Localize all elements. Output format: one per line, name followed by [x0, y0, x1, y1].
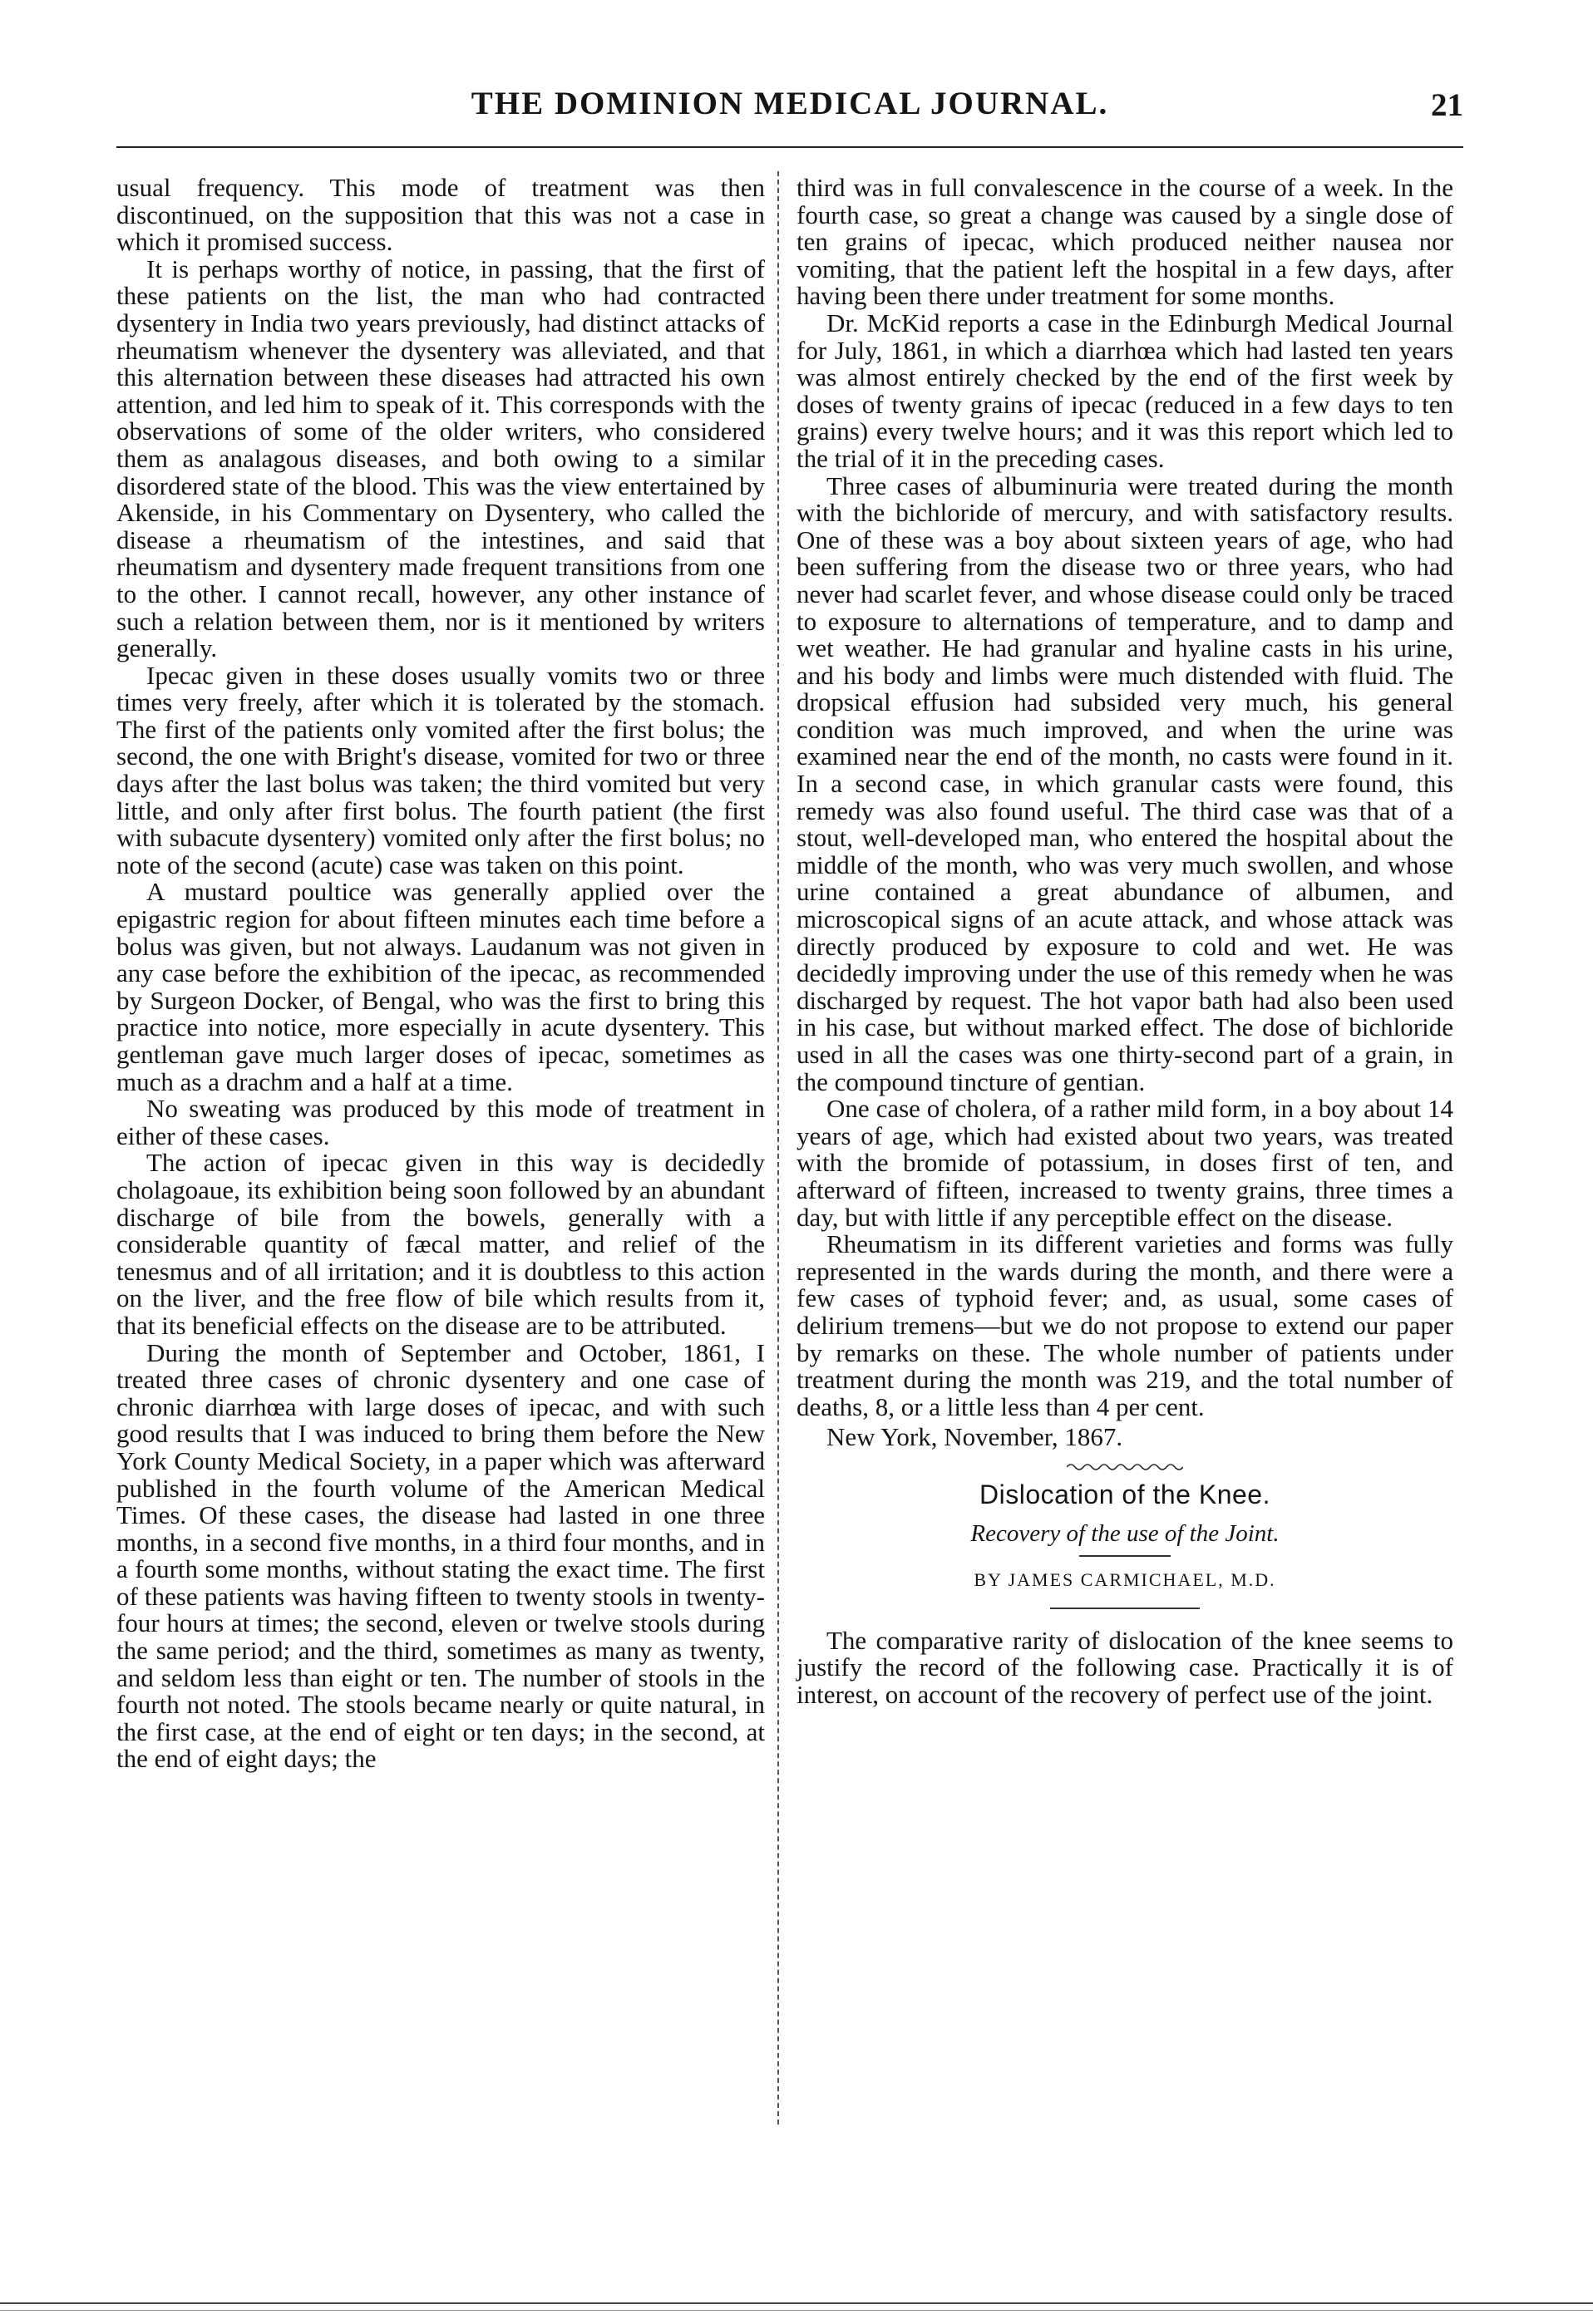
- body-paragraph: A mustard poultice was generally applied over the epigastric region for about fifteen minutes each time before a bolus was given, but not always. Laudanum was not given in any case before the exhibition of the ipecac, as recommended by Surgeon Docker, of Bengal, who was the first to bring this practice into notice, more especially in acute dysentery. This gentleman gave much larger doses of ipecac, sometimes as much as a drachm and a half at a time.: [116, 877, 765, 1096]
- header-rule: [116, 146, 1463, 148]
- footer-rule: [0, 2310, 1593, 2311]
- column-divider: [777, 171, 779, 2125]
- short-rule: [1050, 1608, 1200, 1609]
- body-paragraph: It is perhaps worthy of notice, in passing, that the first of these patients on the list, the man who had contracted dysentery in India two years previously, had distinct attacks of rheumatism whenever the dysentery was alleviated, and that this alternation between these diseases had attracted his own attention, and led him to speak of it. This corresponds with the observations of some of the older writers, who considered them as analagous diseases, and both owing to a similar disordered state of the blood. This was the view entertained by Akenside, in his Commentary on Dysentery, who called the disease a rheumatism of the intestines, and said that rheumatism and dysentery made frequent transitions from one to the other. I cannot recall, however, any other instance of such a relation between them, nor is it mentioned by writers generally.: [116, 254, 765, 663]
- byline: BY JAMES CARMICHAEL, M.D.: [974, 1569, 1276, 1591]
- body-paragraph: One case of cholera, of a rather mild form, in a boy about 14 years of age, which had existed about two years, was treated with the bromide of potassium, in doses first of ten, and afterward of fifteen, increased to twenty grains, three times a day, but with little if any perceptible effect on the disease.: [796, 1094, 1453, 1232]
- body-paragraph: third was in full convalescence in the course of a week. In the fourth case, so great a change was caused by a single dose of ten grains of ipecac, which produced neither nausea nor vomiting, that the patient left the hospital in a few days, after having been there under treatment for some months.: [796, 173, 1453, 311]
- page-number: 21: [1431, 87, 1463, 123]
- body-paragraph: usual frequency. This mode of treatment was then discontinued, on the supposition that this was not a case in which it promised success.: [116, 173, 765, 257]
- article-subtitle: Recovery of the use of the Joint.: [970, 1519, 1280, 1547]
- body-paragraph: No sweating was produced by this mode of treatment in either of these cases.: [116, 1094, 765, 1150]
- body-paragraph: Dr. McKid reports a case in the Edinburgh Medical Journal for July, 1861, in which a diarrhœa which had lasted ten years was almost entirely checked by the end of the first week by doses of twenty grains of ipecac (reduced in a few days to ten grains) every twelve hours; and it was this report which led to the trial of it in the preceding cases.: [796, 308, 1453, 473]
- body-paragraph: Rheumatism in its different varieties and forms was fully represented in the wards during the month, and there were a few cases of typhoid fever; and, as usual, some cases of delirium tremens—but we do not propose to extend our paper by remarks on these. The whole number of patients under treatment during the month was 219, and the total number of deaths, 8, or a little less than 4 per cent.: [796, 1229, 1453, 1421]
- ornamental-squiggle-divider: [1067, 1461, 1183, 1473]
- body-paragraph: During the month of September and October, 1861, I treated three cases of chronic dysentery and one case of chronic diarrhœa with large doses of ipecac, and with such good results that I was induced to bring them before the New York County Medical Society, in a paper which was afterward published in the fourth volume of the American Medical Times. Of these cases, the disease had lasted in one three months, in a second five months, in a third four months, and in a fourth some months, without stating the exact time. The first of these patients was having fifteen to twenty stools in twenty-four hours at times; the second, eleven or twelve stools during the same period; and the third, sometimes as many as twenty, and seldom less than eight or ten. The number of stools in the fourth not noted. The stools became nearly or quite natural, in the first case, at the end of eight or ten days; in the second, at the end of eight days; the: [116, 1337, 765, 1774]
- body-paragraph: Ipecac given in these doses usually vomits two or three times very freely, after which it is tolerated by the stomach. The first of the patients only vomited after the first bolus; the second, the one with Bright's disease, vomited for two or three days after the last bolus was taken; the third vomited but very little, and only after first bolus. The fourth patient (the first with subacute dysentery) vomited only after the first bolus; no note of the second (acute) case was taken on this point.: [116, 660, 765, 879]
- footer-rule: [0, 2302, 1593, 2304]
- right-column: [796, 175, 1453, 1708]
- running-header: [116, 85, 1463, 135]
- body-paragraph: Three cases of albuminuria were treated during the month with the bichloride of mercury, and with satisfactory results. One of these was a boy about sixteen years of age, who had been suffering from the disease two or three years, who had never had scarlet fever, and whose disease could only be traced to exposure to alternations of temperature, and to damp and wet weather. He had granular and hyaline casts in his urine, and his body and limbs were much distended with fluid. The dropsical effusion had subsided very much, his general condition was much improved, and when the urine was examined near the end of the month, no casts were found in it. In a second case, in which granular casts were found, this remedy was also found useful. The third case was that of a stout, well-developed man, who entered the hospital about the middle of the month, who was very much swollen, and whose urine contained a great abundance of albumen, and microscopical signs of an acute attack, and whose attack was directly produced by exposure to cold and wet. He was decidedly improving under the use of this remedy when he was discharged by request. The hot vapor bath had also been used in his case, but without marked effect. The dose of bichloride used in all the cases was one thirty-second part of a grain, in the compound tincture of gentian.: [796, 470, 1453, 1096]
- dateline: New York, November, 1867.: [826, 1422, 1123, 1452]
- left-column: [116, 175, 765, 1773]
- body-paragraph: The action of ipecac given in this way is decidedly cholagoaue, its exhibition being soon followed by an abundant discharge of bile from the bowels, generally with a considerable quantity of fæcal matter, and relief of the tenesmus and of all irritation; and it is doubtless to this action on the liver, and the free flow of bile which results from it, that its beneficial effects on the disease are to be attributed.: [116, 1148, 765, 1340]
- article-title: Dislocation of the Knee.: [979, 1479, 1270, 1509]
- body-paragraph: The comparative rarity of dislocation of the knee seems to justify the record of the following case. Practically it is of interest, on account of the recovery of perfect use of the joint.: [796, 1625, 1453, 1709]
- journal-title: THE DOMINION MEDICAL JOURNAL.: [471, 86, 1109, 121]
- short-rule: [1079, 1555, 1171, 1557]
